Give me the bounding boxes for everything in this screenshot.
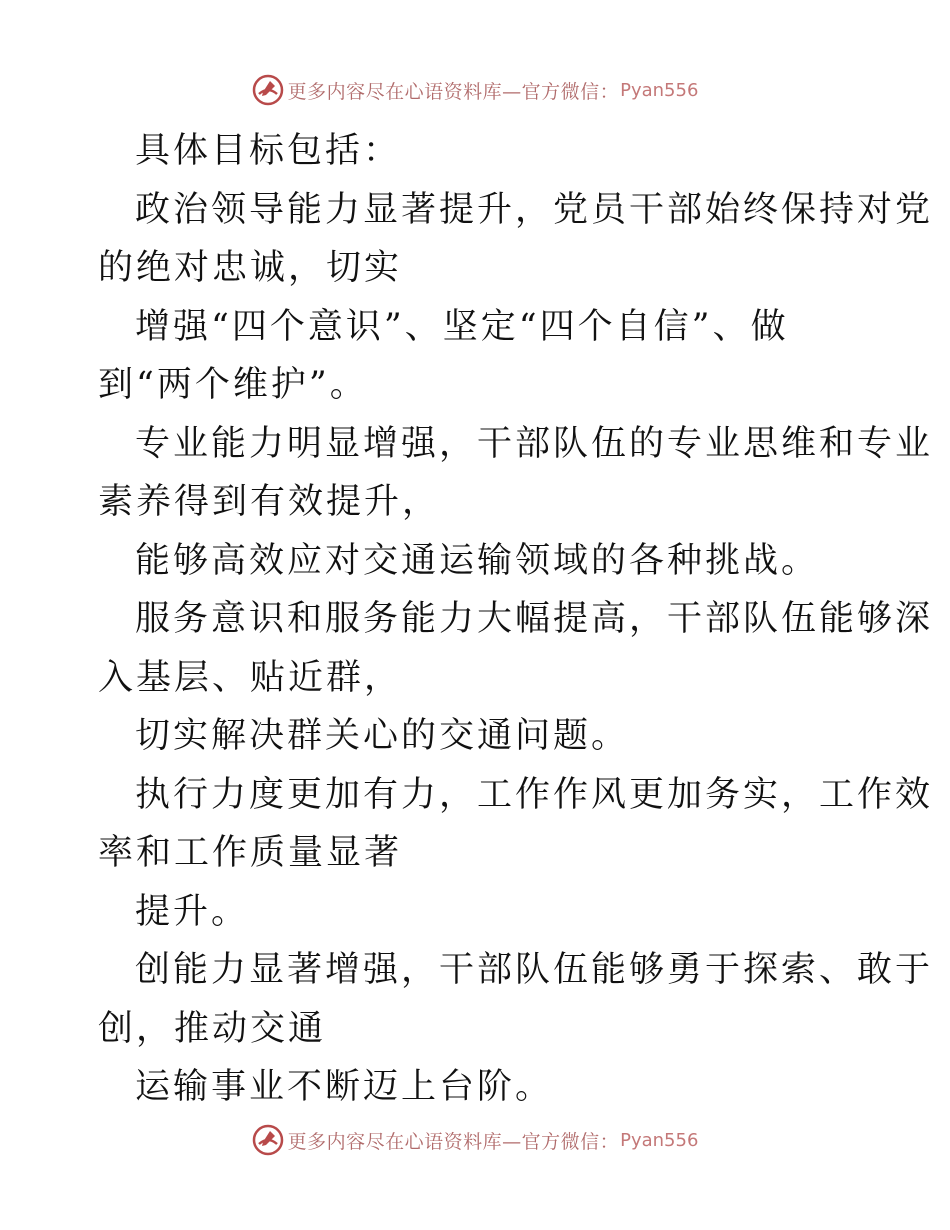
- book-pen-logo-icon: [252, 74, 284, 106]
- text-line: 提升。: [135, 891, 250, 932]
- text-line: 素养得到有效提升，: [98, 482, 441, 522]
- text-line: 政治领导能力显著提升，党员干部始终保持对党: [135, 189, 934, 230]
- watermark-wechat-id: Pyan556: [620, 79, 699, 101]
- text-line: 增强“四个意识”、坚定“四个自信”、做: [135, 306, 789, 347]
- text-line: 入基层、贴近群，: [98, 657, 403, 698]
- text-line: 创，推动交通: [98, 1008, 327, 1049]
- header-watermark: [0, 72, 950, 108]
- text-line: 率和工作质量显著: [98, 833, 403, 873]
- text-line: 服务意识和服务能力大幅提高，干部队伍能够深: [135, 599, 934, 639]
- watermark-text: 更多内容尽在心语资料库—官方微信：: [287, 80, 620, 103]
- text-line: 能够高效应对交通运输领域的各种挑战。: [135, 540, 820, 581]
- document-body: [98, 122, 934, 1117]
- text-line: 到“两个维护”。: [98, 365, 368, 405]
- text-line: 具体目标包括：: [135, 131, 402, 171]
- text-line: 创能力显著增强，干部队伍能够勇于探索、敢于: [135, 950, 934, 990]
- text-line: 专业能力明显增强，干部队伍的专业思维和专业: [135, 423, 934, 464]
- footer-watermark: [0, 1122, 950, 1158]
- book-pen-logo-icon: [252, 1124, 284, 1156]
- text-line: 执行力度更加有力，工作作风更加务实，工作效: [135, 774, 934, 815]
- watermark-text: 更多内容尽在心语资料库—官方微信：: [287, 1130, 620, 1153]
- text-line: 切实解决群关心的交通问题。: [135, 716, 630, 756]
- text-line: 运输事业不断迈上台阶。: [135, 1067, 554, 1107]
- text-line: 的绝对忠诚，切实: [98, 248, 403, 288]
- watermark-wechat-id: Pyan556: [620, 1129, 699, 1151]
